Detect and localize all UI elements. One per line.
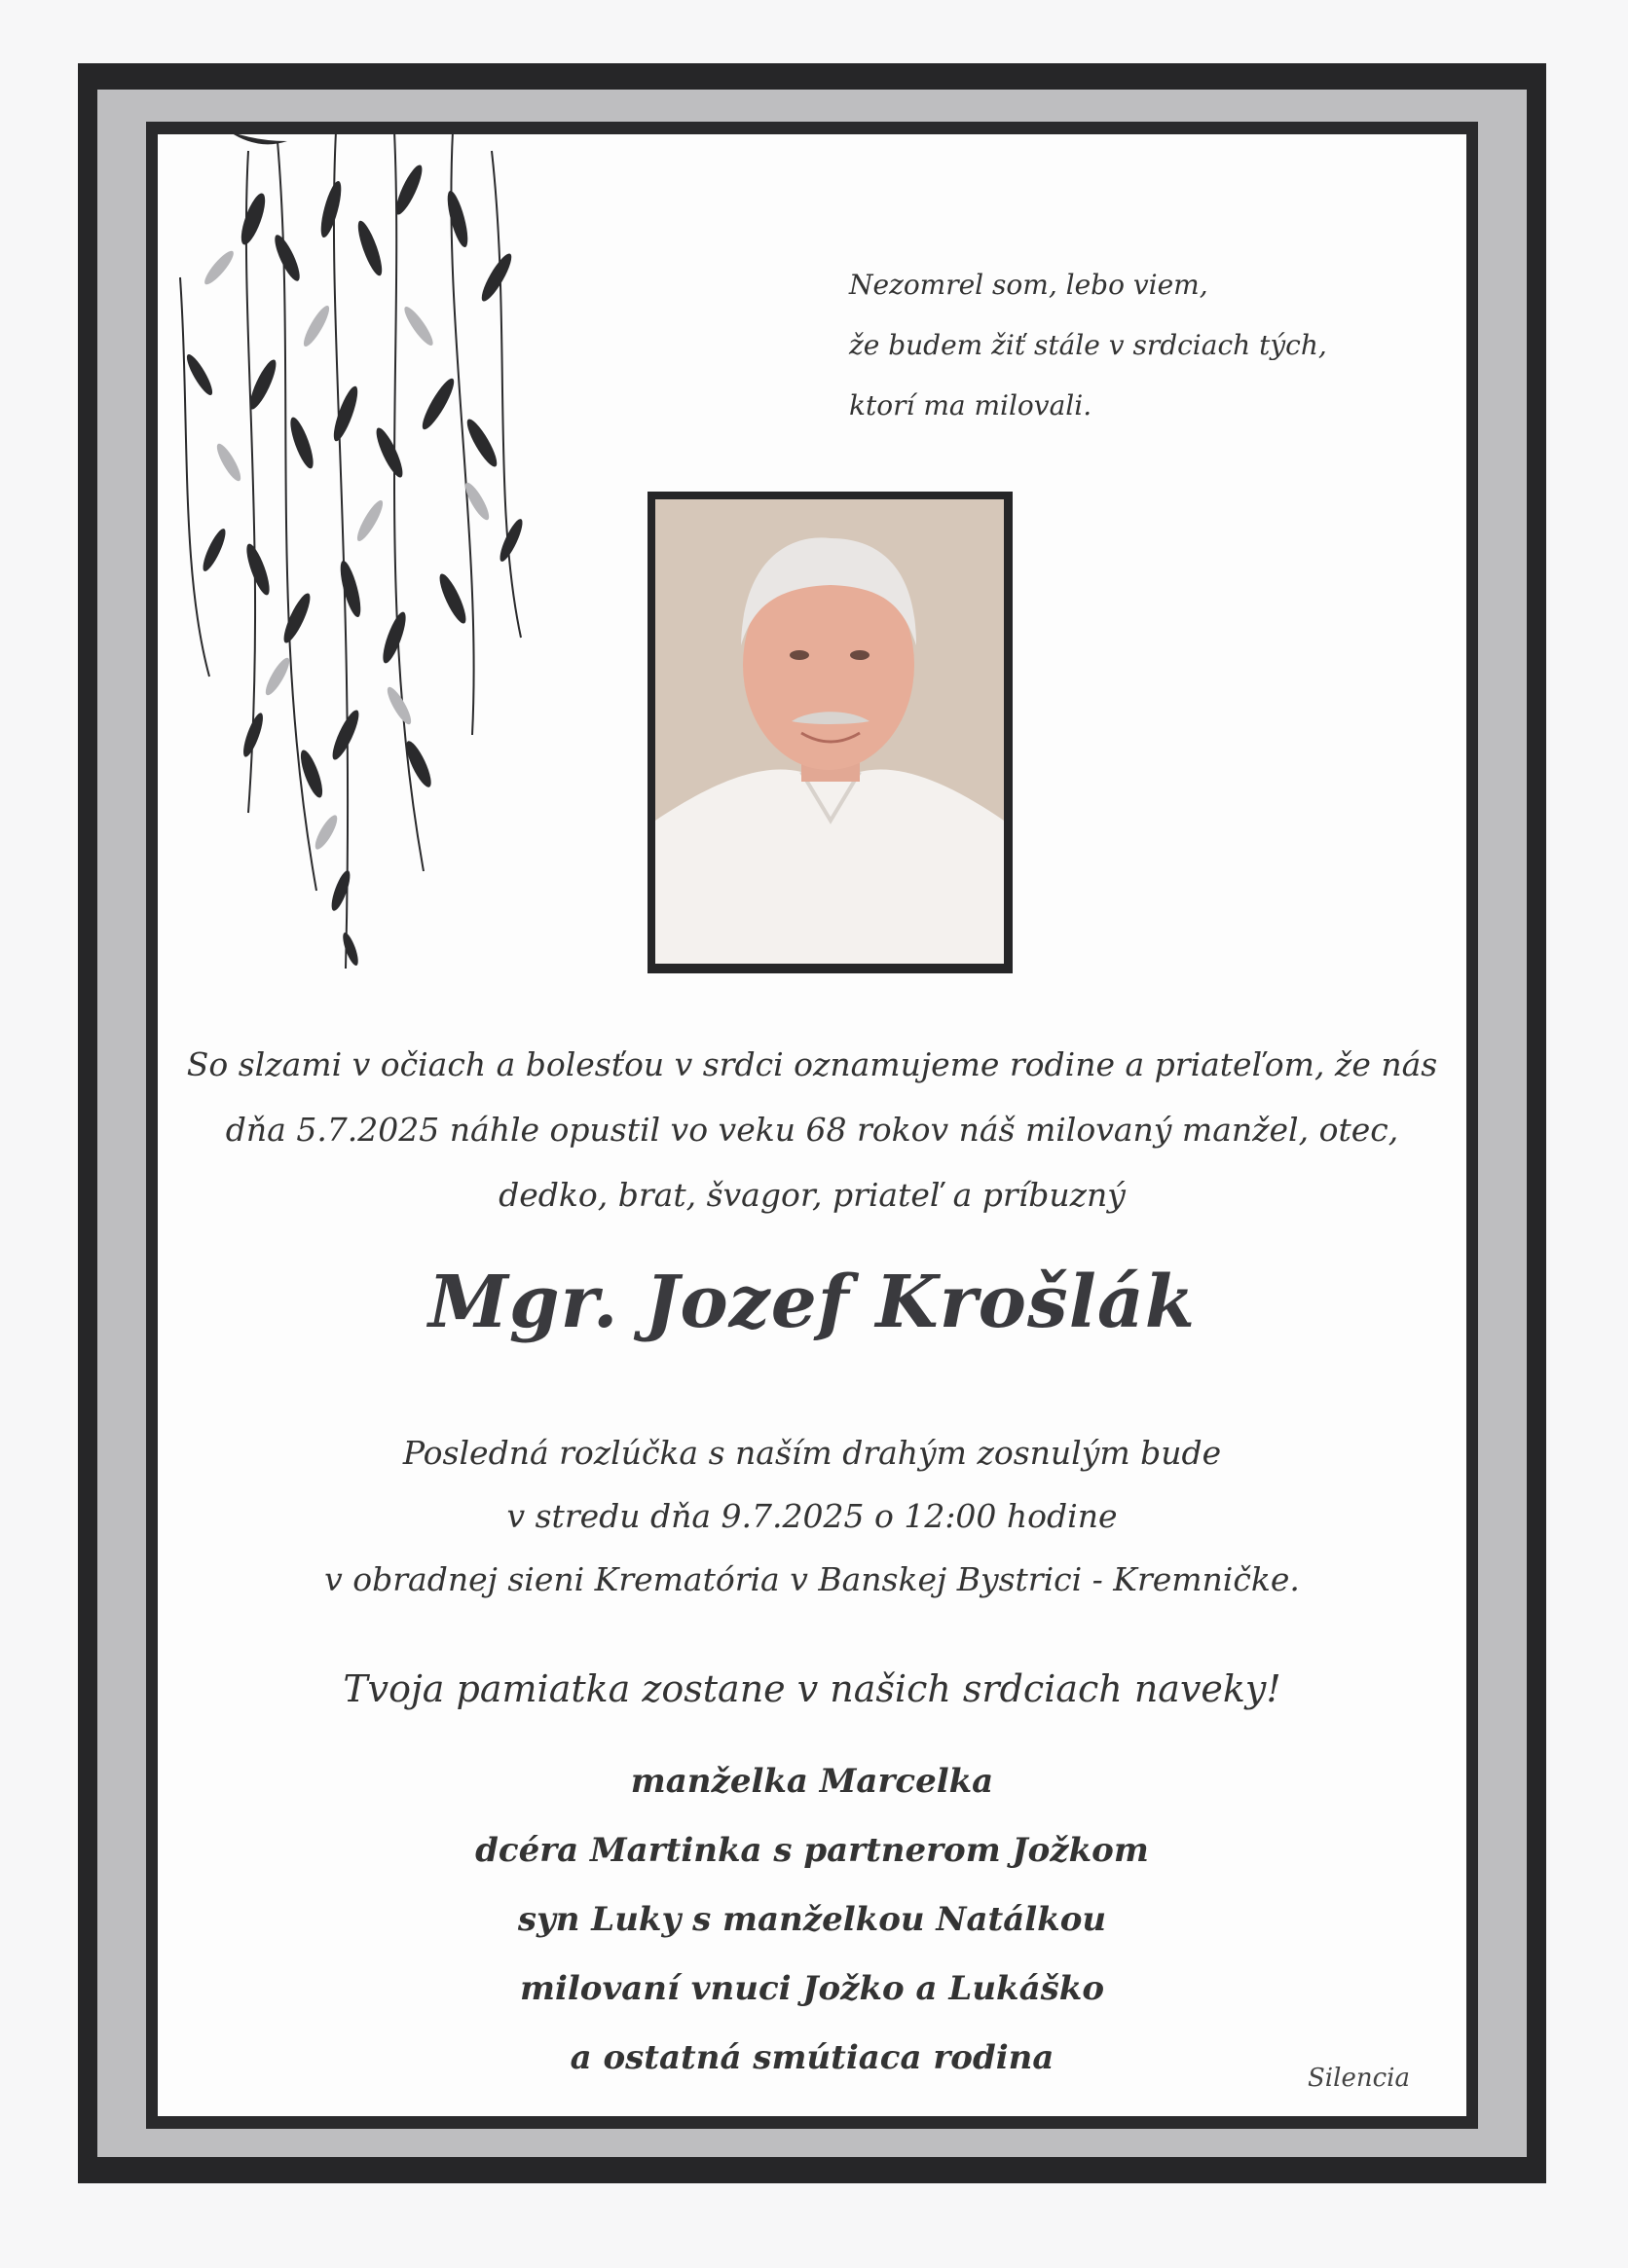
family-member: dcéra Martinka s partnerom Jožkom: [475, 1831, 1149, 1870]
family-list: [158, 1747, 1466, 2093]
quote-line: Nezomrel som, lebo viem,: [849, 269, 1208, 301]
memorial-quote: [849, 255, 1433, 436]
publisher-signature: Silencia: [1308, 2064, 1410, 2093]
quote-line: že budem žiť stále v srdciach tých,: [849, 329, 1327, 361]
announcement-line: So slzami v očiach a bolesťou v srdci oznamujeme rodine a priateľom, že nás: [186, 1045, 1438, 1083]
announcement-text: [158, 1032, 1466, 1227]
portrait-photo: [655, 499, 1004, 964]
willow-branches-icon: [161, 131, 570, 1007]
ceremony-details: [158, 1421, 1466, 1611]
deceased-name: Mgr. Jozef Krošlák: [427, 1261, 1197, 1344]
family-member: milovaní vnuci Jožko a Lukáško: [520, 1969, 1104, 2008]
family-member: a ostatná smútiaca rodina: [570, 2038, 1054, 2077]
quote-line: ktorí ma milovali.: [849, 389, 1092, 421]
ceremony-line: Posledná rozlúčka s naším drahým zosnulým bude: [402, 1434, 1222, 1472]
announcement-line: dedko, brat, švagor, priateľ a príbuzný: [499, 1176, 1126, 1214]
memory-line: Tvoja pamiatka zostane v našich srdciach naveky!: [343, 1667, 1281, 1710]
announcement-line: dňa 5.7.2025 náhle opustil vo veku 68 rokov náš milovaný manžel, otec,: [225, 1111, 1399, 1149]
family-member: syn Luky s manželkou Natálkou: [517, 1900, 1107, 1939]
family-member: manželka Marcelka: [630, 1762, 994, 1801]
ceremony-line: v obradnej sieni Krematória v Banskej Bystrici - Kremničke.: [324, 1560, 1300, 1598]
portrait-illustration-icon: [655, 499, 1004, 964]
ceremony-line: v stredu dňa 9.7.2025 o 12:00 hodine: [506, 1497, 1118, 1535]
